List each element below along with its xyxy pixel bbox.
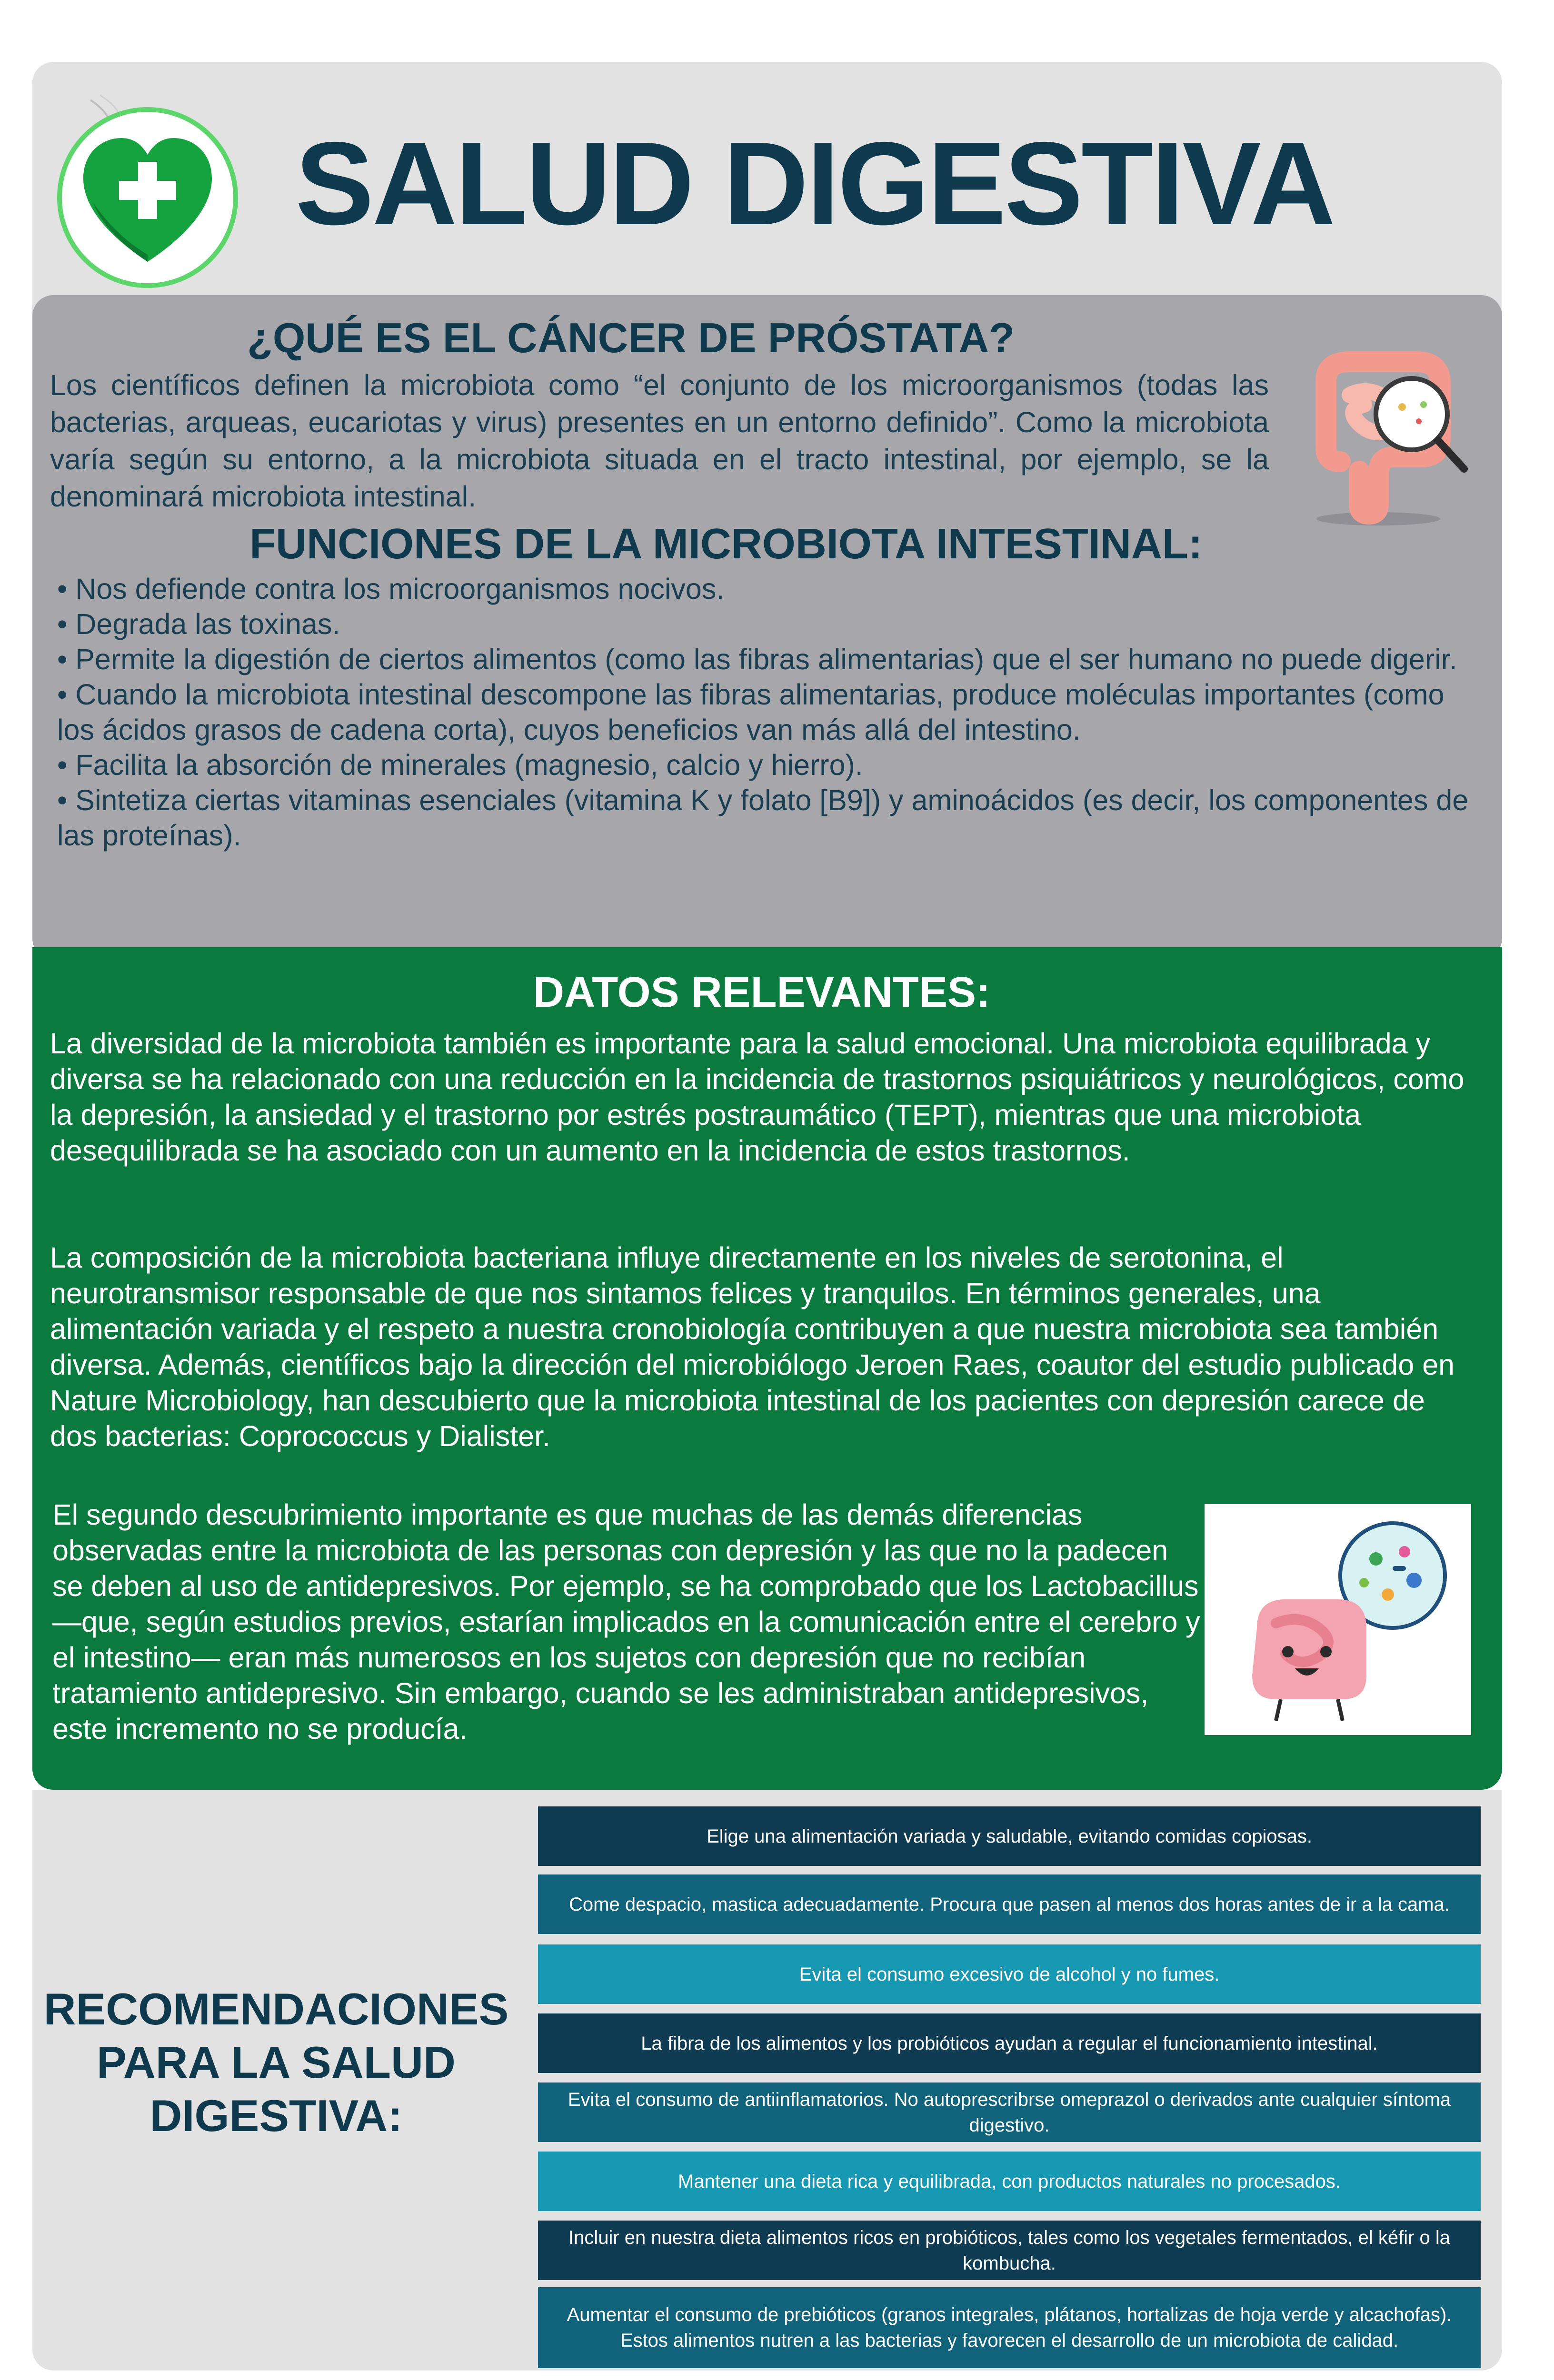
page-title: SALUD DIGESTIVA	[295, 117, 1334, 249]
recommendation-item: Come despacio, mastica adecuadamente. Procura que pasen al menos dos horas antes de ir a la cama.	[538, 1874, 1481, 1934]
datos-paragraph-2: La composición de la microbiota bacteriana influye directamente en los niveles de serotonina, el neurotransmisor responsable de que nos sintamos felices y tranquilos. En términos generales, una alimentación variada y el respeto a nuestra cronobiología contribuyen a que nuestra microbiota sea también diversa. Además, científicos bajo la dirección del microbiólogo Jeroen Raes, coautor del estudio publicado en Nature Microbiology, han descubierto que la microbiota intestinal de los pacientes con depresión carece de dos bacterias: Coprococcus y Dialister.	[50, 1241, 1455, 1452]
recommendation-item: Aumentar el consumo de prebióticos (granos integrales, plátanos, hortalizas de hoja verde y alcachofas). Estos alimentos nutren a las bacterias y favorecen el desarrollo de un microbiota de calidad.	[538, 2287, 1481, 2368]
happy-intestine-icon	[1205, 1504, 1471, 1735]
functions-list	[57, 571, 1476, 853]
list-item: • Sintetiza ciertas vitaminas esenciales (vitamina K y folato [B9]) y aminoácidos (es decir, los componentes de las proteínas).	[57, 784, 1469, 852]
definition-paragraph: Los científicos definen la microbiota como “el conjunto de los microorganismos (todas las bacterias, arqueas, eucariotas y virus) presentes en un entorno definido”. Como la microbiota varía según su entorno, a la microbiota situada en el tracto intestinal, por ejemplo, se la denominará microbiota intestinal.	[50, 369, 1269, 513]
medical-heart-icon	[48, 90, 248, 290]
recommendation-item: Incluir en nuestra dieta alimentos ricos en probióticos, tales como los vegetales fermentados, el kéfir o la kombucha.	[538, 2221, 1481, 2280]
list-item: • Cuando la microbiota intestinal descompone las fibras alimentarias, produce moléculas importantes (como los ácidos grasos de cadena corta), cuyos beneficios van más allá del intestino.	[57, 678, 1444, 746]
list-item: • Nos defiende contra los microorganismos nocivos.	[57, 573, 725, 605]
list-item: • Permite la digestión de ciertos alimentos (como las fibras alimentarias) que el ser humano no puede digerir.	[57, 643, 1457, 675]
datos-paragraph-1: La diversidad de la microbiota también es importante para la salud emocional. Una microbiota equilibrada y diversa se ha relacionado con una reducción en la incidencia de trastornos psiquiátricos y neurológicos, como la depresión, la ansiedad y el trastorno por estrés postraumático (TEPT), mientras que una microbiota desequilibrada se ha asociado con un aumento en la incidencia de estos trastornos.	[50, 1027, 1464, 1167]
recommendation-item: La fibra de los alimentos y los probióticos ayudan a regular el funcionamiento intestinal.	[538, 2013, 1481, 2073]
list-item: • Facilita la absorción de minerales (magnesio, calcio y hierro).	[57, 749, 863, 781]
happy-intestine-image	[1205, 1504, 1471, 1735]
list-item: • Degrada las toxinas.	[57, 608, 340, 640]
recommendation-item: Mantener una dieta rica y equilibrada, con productos naturales no procesados.	[538, 2152, 1481, 2211]
section-heading-cancer: ¿QUÉ ES EL CÁNCER DE PRÓSTATA?	[247, 314, 1015, 361]
section-heading-datos: DATOS RELEVANTES:	[533, 969, 991, 1016]
section-heading-functions: FUNCIONES DE LA MICROBIOTA INTESTINAL:	[249, 520, 1203, 568]
recommendation-item: Elige una alimentación variada y saludable, evitando comidas copiosas.	[538, 1806, 1481, 1866]
datos-paragraph-3: El segundo descubrimiento importante es que muchas de las demás diferencias observadas entre la microbiota de las personas con depresión y las que no la padecen se deben al uso de antidepresivos. Por ejemplo, se ha comprobado que los Lactobacillus —que, según estudios previos, estarían implicados en la comunicación entre el cerebro y el intestino— eran más numerosos en los sujetos con depresión que no recibían tratamiento antidepresivo. Sin embargo, cuando se les administraban antidepresivos, este incremento no se producía.	[52, 1498, 1200, 1745]
recommendation-item: Evita el consumo de antiinflamatorios. No autoprescribrse omeprazol o derivados ante cualquier síntoma digestivo.	[538, 2082, 1481, 2142]
section-heading-recommendations: RECOMENDACIONES PARA LA SALUD DIGESTIVA:	[43, 1984, 509, 2141]
intestine-magnifier-icon	[1297, 343, 1478, 533]
recommendation-item: Evita el consumo excesivo de alcohol y no fumes.	[538, 1944, 1481, 2004]
